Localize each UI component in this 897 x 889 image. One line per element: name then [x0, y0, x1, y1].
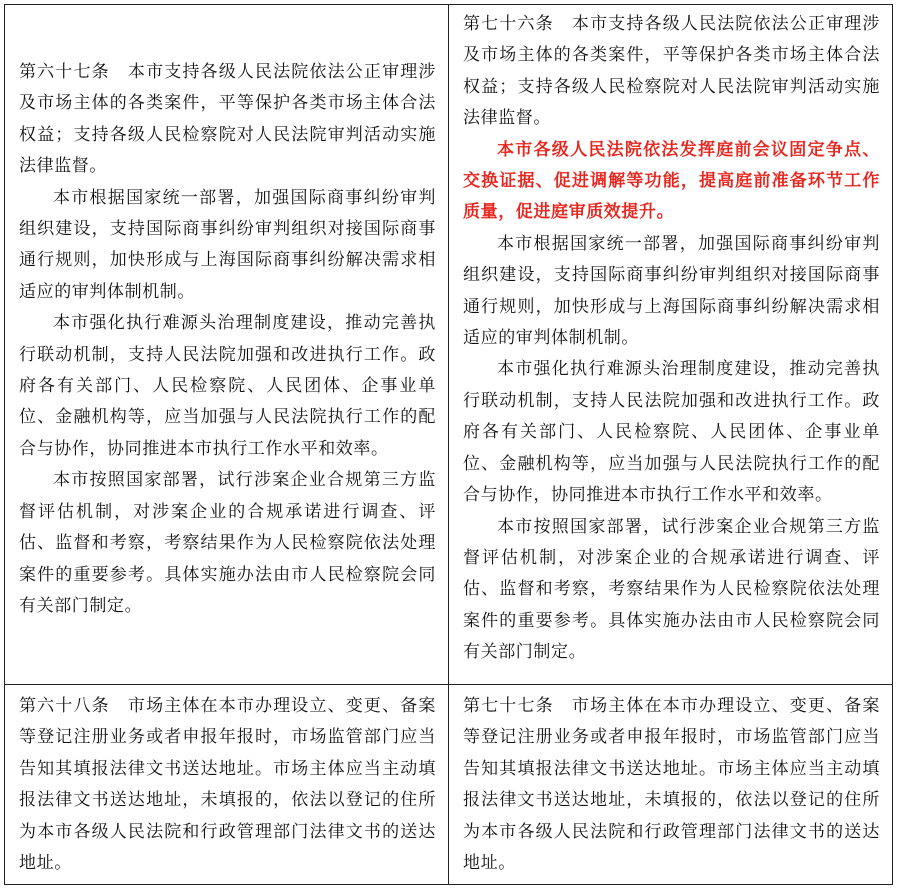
added-paragraph-highlight: 本市各级人民法院依法发挥庭前会议固定争点、交换证据、促进调解等功能，提高庭前准备环节工作质量，促进庭审质效提升。 — [463, 139, 880, 223]
article-heading-paragraph: 第七十六条 本市支持各级人民法院依法公正审理涉及市场主体的各类案件，平等保护各类市场主体合法权益；支持各级人民检察院对人民法院审判活动实施法律监督。 — [463, 14, 880, 129]
article-paragraph: 本市强化执行难源头治理制度建设，推动完善执行联动机制，支持人民法院加强和改进执行工作。政府各有关部门、人民检察院、人民团体、企事业单位、金融机构等，应当加强与人民法院执行工作的配合与协作，协同推进本市执行工作水平和效率。 — [19, 313, 436, 459]
article-paragraph: 本市强化执行难源头治理制度建设，推动完善执行联动机制，支持人民法院加强和改进执行工作。政府各有关部门、人民检察院、人民团体、企事业单位、金融机构等，应当加强与人民法院执行工作的配合与协作，协同推进本市执行工作水平和效率。 — [463, 359, 880, 506]
table-row — [5, 5, 893, 685]
article-paragraph: 本市按照国家部署，试行涉案企业合规第三方监督评估机制，对涉案企业的合规承诺进行调查、评估、监督和考察，考察结果作为人民检察院依法处理案件的重要参考。具体实施办法由市人民检察院会同有关部门制定。 — [463, 516, 880, 663]
article-heading-paragraph: 第六十七条 本市支持各级人民法院依法公正审理涉及市场主体的各类案件，平等保护各类市场主体合法权益；支持各级人民检察院对人民法院审判活动实施法律监督。 — [19, 62, 436, 177]
new-article-77-cell — [449, 685, 893, 885]
article-heading-paragraph: 第七十七条 市场主体在本市办理设立、变更、备案等登记注册业务或者申报年报时，市场监管部门应当告知其填报法律文书送达地址。市场主体应当主动填报法律文书送达地址，未填报的，依法以登记的住所为本市各级人民法院和行政管理部门法律文书的送达地址。 — [463, 696, 880, 874]
table-row — [5, 685, 893, 885]
old-article-68-cell — [5, 685, 449, 885]
article-paragraph: 本市根据国家统一部署，加强国际商事纠纷审判组织建设，支持国际商事纠纷审判组织对接国际商事通行规则，加快形成与上海国际商事纠纷解决需求相适应的审判体制机制。 — [19, 187, 436, 302]
article-paragraph: 本市按照国家部署，试行涉案企业合规第三方监督评估机制，对涉案企业的合规承诺进行调查、评估、监督和考察，考察结果作为人民检察院依法处理案件的重要参考。具体实施办法由市人民检察院会同有关部门制定。 — [19, 470, 436, 616]
new-article-76-cell — [449, 5, 893, 685]
comparison-table — [4, 4, 893, 885]
article-heading-paragraph: 第六十八条 市场主体在本市办理设立、变更、备案等登记注册业务或者申报年报时，市场监管部门应当告知其填报法律文书送达地址。市场主体应当主动填报法律文书送达地址，未填报的，依法以登记的住所为本市各级人民法院和行政管理部门法律文书的送达地址。 — [19, 696, 436, 874]
old-article-67-cell — [5, 5, 449, 685]
article-paragraph: 本市根据国家统一部署，加强国际商事纠纷审判组织建设，支持国际商事纠纷审判组织对接国际商事通行规则，加快形成与上海国际商事纠纷解决需求相适应的审判体制机制。 — [463, 233, 880, 349]
